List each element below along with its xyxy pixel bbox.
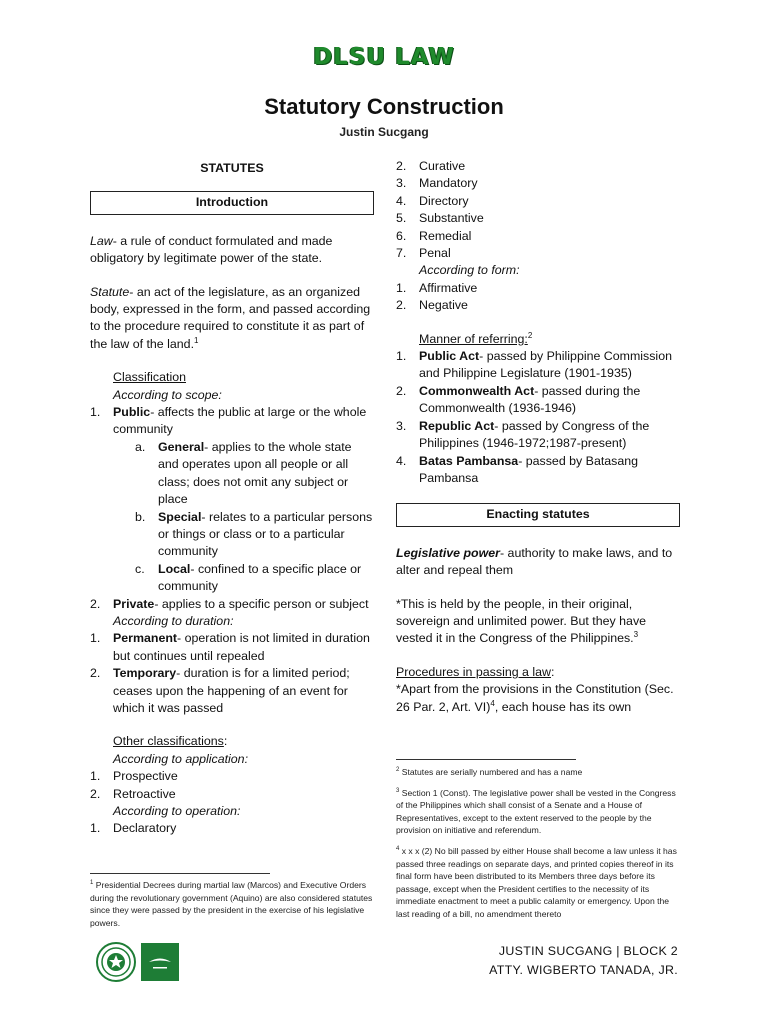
section-heading-statutes: STATUTES xyxy=(200,161,264,175)
footnote-rule-left xyxy=(90,873,270,874)
footnote-1: $^1$ Presidential Decrees during martial law (Marcos) and Executive Orders during the revolutionary government (Aquino) are also considered statutes since they were passed by the president in the exercise of his legislative powers. xyxy=(90,880,373,928)
list-item: b. Special- relates to a particular persons or things or class or to a particular community xyxy=(135,509,373,559)
list-item: 2. Retroactive xyxy=(90,786,176,801)
statute-def-text: - an act of the legislature, as an organized body, expressed in the form, and passed according to the procedure required to constitute it as part of the law of the land. xyxy=(90,284,371,351)
duration-list xyxy=(90,630,374,717)
public-sub-list xyxy=(90,439,374,596)
college-of-law-emblem-icon xyxy=(141,943,179,981)
law-definition xyxy=(90,233,374,268)
enacting-statutes-box: Enacting statutes xyxy=(396,503,680,526)
procedures-heading: Procedures in passing a law: xyxy=(396,664,555,679)
manner-referring-heading: Manner of referring:$^2$ xyxy=(419,330,533,346)
footnotes-right xyxy=(396,766,680,929)
footer-professor: ATTY. WIGBERTO TANADA, JR. xyxy=(489,963,678,977)
other-classifications-block xyxy=(90,733,374,768)
classification-heading: Classification xyxy=(113,370,186,385)
list-item: a. General- applies to the whole state and operates upon all people or all class; does not omit any subject or place xyxy=(135,439,352,507)
list-item: 7. Penal xyxy=(396,246,451,261)
author-name: Justin Sucgang xyxy=(339,125,429,139)
list-item: 2. Commonwealth Act- passed during the Commonwealth (1936-1946) xyxy=(396,383,641,416)
according-operation: According to operation: xyxy=(113,804,241,818)
footnote-rule-right xyxy=(396,759,576,760)
footnote-2: $^2$ Statutes are serially numbered and has a name xyxy=(396,767,583,777)
list-item: 4. Directory xyxy=(396,193,469,208)
footnote-3: $^3$ Section 1 (Const). The legislative power shall be vested in the Congress of the Philippines which shall consist of a Senate and a House of Representatives, except to the extent reserved to the people by the provision on initiative and referendum. xyxy=(396,787,676,836)
dlsu-law-logo: DLSU LAW xyxy=(313,44,455,70)
statute-term: Statute xyxy=(90,284,130,299)
list-item: 5. Substantive xyxy=(396,211,484,226)
law-term: Law xyxy=(90,233,113,248)
list-item: 4. Batas Pambansa- passed by Batasang Pambansa xyxy=(396,453,639,485)
law-def-text: - a rule of conduct formulated and made obligatory by legitimate power of the state. xyxy=(90,233,333,266)
list-item: 1. Permanent- operation is not limited in duration but continues until repealed xyxy=(90,631,370,663)
list-item: 3. Republic Act- passed by Congress of the Philippines (1946-1972;1987-present) xyxy=(396,418,650,451)
list-item: 2. Curative xyxy=(396,159,466,173)
manner-list xyxy=(396,348,680,487)
footnote-ref-1: 1 xyxy=(194,335,199,345)
operation-list xyxy=(90,820,374,837)
footer-author-block: JUSTIN SUCGANG | BLOCK 2 xyxy=(498,944,678,958)
legislative-power-definition: Legislative power- authority to make laws, and to alter and repeal them xyxy=(396,545,673,578)
left-column xyxy=(90,160,374,838)
apart-from-text: *Apart from the provisions in the Constitution (Sec. 26 Par. 2, Art. VI)$^4$, each house has its own xyxy=(396,682,674,714)
classification-block xyxy=(90,369,374,404)
list-item: 6. Remedial xyxy=(396,228,472,243)
other-classifications-heading: Other classifications: xyxy=(113,734,228,749)
list-item: 3. Mandatory xyxy=(396,176,478,191)
page-title: Statutory Construction xyxy=(264,94,504,119)
list-item: 1. Declaratory xyxy=(90,821,177,836)
legislative-term: Legislative power xyxy=(396,545,500,560)
scope-list xyxy=(90,404,374,613)
list-item: 2. Temporary- duration is for a limited period; ceases upon the happening of an event for which it was passed xyxy=(90,666,350,715)
list-item: 1. Affirmative xyxy=(396,280,478,295)
statute-definition xyxy=(90,284,374,354)
right-column xyxy=(396,158,680,716)
form-list xyxy=(396,280,680,315)
dlsu-seal-icon xyxy=(96,942,136,982)
according-scope: According to scope: xyxy=(113,387,222,402)
list-item: 2. Negative xyxy=(396,298,468,313)
according-application: According to application: xyxy=(113,751,249,766)
list-item: 1. Prospective xyxy=(90,769,178,784)
list-item: 1. Public Act- passed by Philippine Commission and Philippine Legislature (1901-1935) xyxy=(396,349,672,381)
application-list xyxy=(90,768,374,803)
list-item: c. Local- confined to a specific place or community xyxy=(135,561,362,594)
list-item: 1. Public- affects the public at large or the whole community a. General- applies to the whole state and operates upon all people or all class; does not omit any subject or place b. Special- relates to a particular persons or things or class or to a particular community c. Local- confined to a specific place or community xyxy=(90,404,374,595)
list-item: 2. Private- applies to a specific person or subject xyxy=(90,596,369,611)
footnote-4: $^4$ x x x (2) No bill passed by either House shall become a law unless it has passed three readings on separate days, and printed copies thereof in its final form have been distributed to its Members three days before its passage, except when the President certifies to the necessity of its immediate enactment to meet a public calamity or emergency. Upon the last reading of a bill, no amendment thereto xyxy=(396,845,677,919)
according-duration: According to duration: xyxy=(113,613,234,628)
operation-list-continued xyxy=(396,158,680,262)
introduction-box: Introduction xyxy=(90,191,374,214)
held-by-people-text: *This is held by the people, in their original, sovereign and unlimited power. But they have vested it in the Congress of the Philippines.$^3$ xyxy=(396,596,647,646)
according-form: According to form: xyxy=(419,263,520,278)
